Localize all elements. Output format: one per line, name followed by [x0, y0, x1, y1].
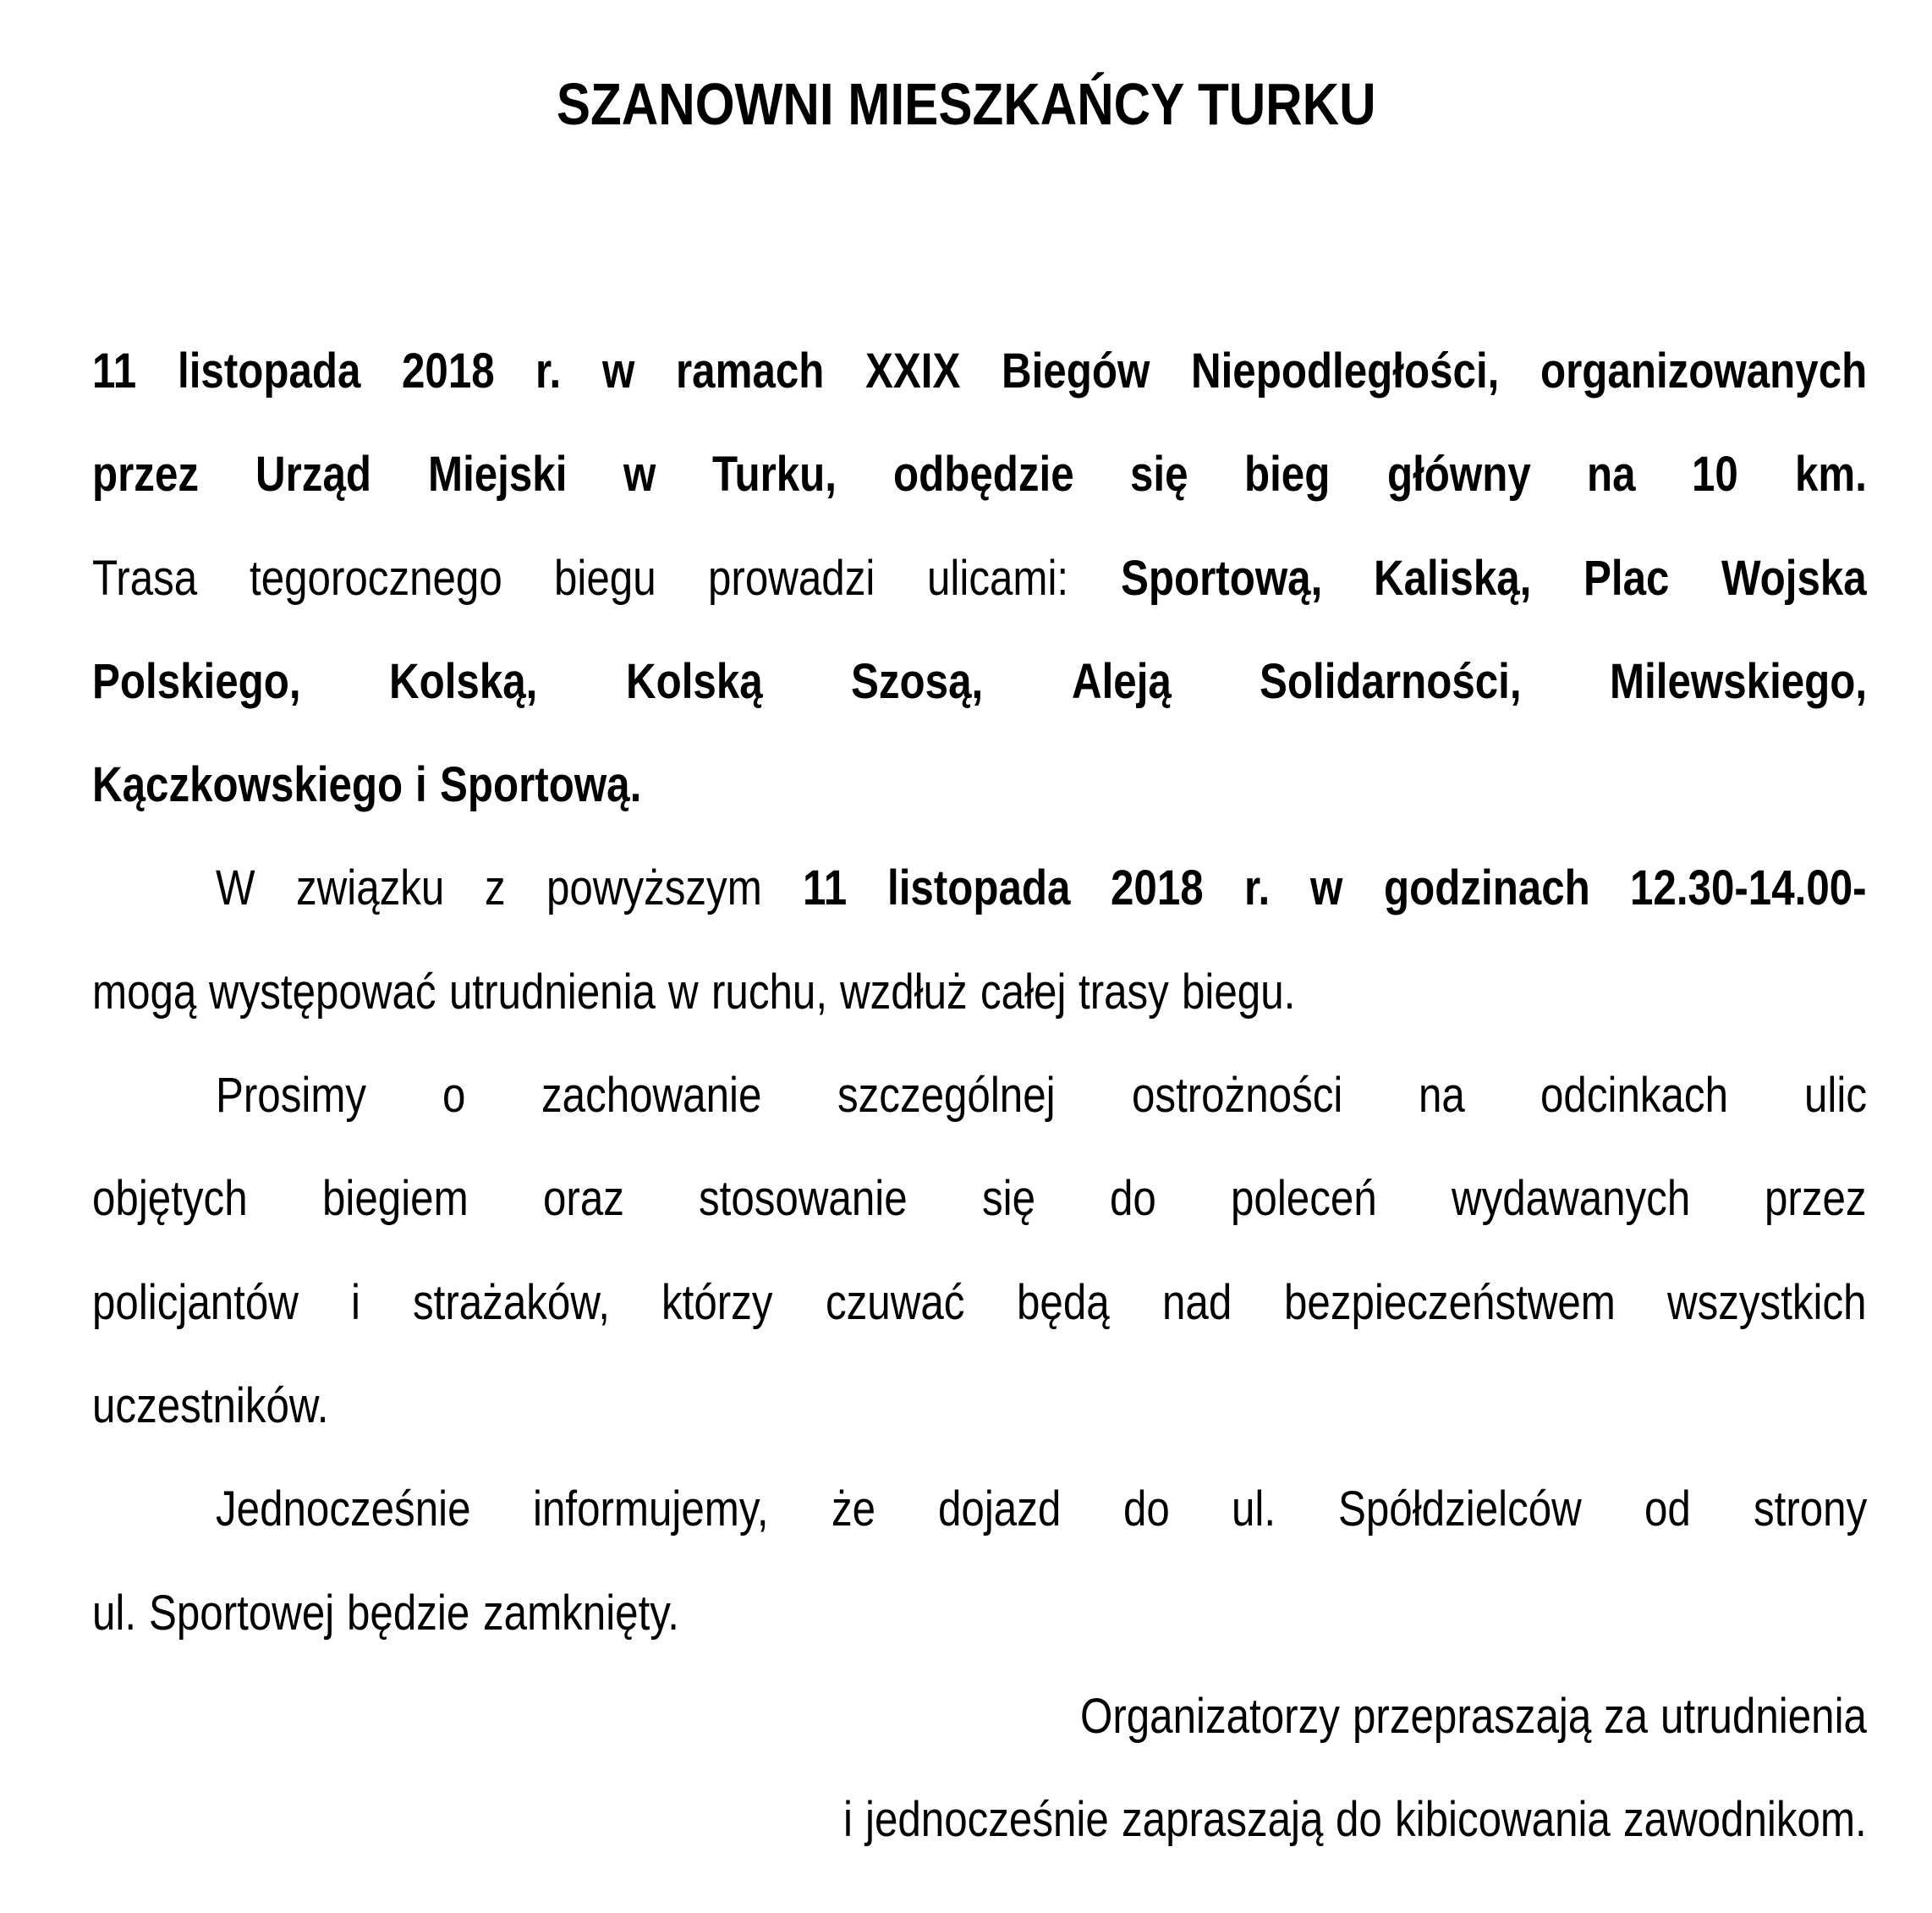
bold-word: bieg	[1244, 447, 1331, 503]
text-line	[92, 941, 1867, 1044]
bold-word: XXIX	[864, 344, 961, 399]
word: czuwać	[825, 1274, 965, 1330]
word: ulic	[1804, 1068, 1868, 1124]
word: informujemy,	[533, 1481, 769, 1537]
text-line-content	[92, 941, 1867, 1044]
bold-word: Sportową,	[1120, 550, 1322, 606]
bold-word: Miejski	[427, 447, 567, 503]
text-line	[92, 1251, 1867, 1355]
word: z	[485, 860, 506, 916]
bold-word: Turku,	[711, 447, 837, 503]
bold-word: r.	[1243, 860, 1271, 916]
word: występować	[209, 964, 436, 1020]
text-line-content	[92, 1768, 1867, 1872]
bold-word: Kaliską,	[1374, 550, 1532, 606]
bold-word: Szosą,	[850, 653, 984, 709]
bold-word: Wojska	[1721, 550, 1868, 606]
word: policjantów	[92, 1274, 299, 1330]
word: którzy	[661, 1274, 773, 1330]
word: Prosimy	[216, 1068, 367, 1124]
word: zapraszają	[1121, 1792, 1324, 1848]
word: objętych	[92, 1171, 248, 1227]
bold-word: i	[415, 757, 427, 813]
word: Sportowej	[149, 1585, 335, 1641]
bold-word: Plac	[1583, 550, 1670, 606]
bold-word: Kolską	[625, 653, 763, 709]
word: odcinkach	[1540, 1068, 1729, 1124]
text-line-content	[92, 320, 1867, 423]
text-line-content	[92, 1147, 1867, 1251]
word: całej	[980, 964, 1066, 1020]
text-line-content	[92, 1355, 1867, 1458]
word: mogą	[92, 964, 197, 1020]
word: ul.	[92, 1585, 137, 1641]
word: biegu.	[1181, 964, 1296, 1020]
bold-word: Solidarności,	[1259, 653, 1522, 709]
text-line	[92, 630, 1867, 734]
word: za	[1603, 1688, 1648, 1744]
bold-word: Aleją	[1071, 653, 1172, 709]
word: w	[668, 964, 699, 1020]
bold-word: godzinach	[1383, 860, 1590, 916]
bold-word: Kolską,	[389, 653, 538, 709]
bold-word: 11	[802, 860, 847, 916]
word: będzie	[347, 1585, 470, 1641]
text-line	[92, 527, 1867, 630]
word: Spółdzielców	[1338, 1481, 1583, 1537]
word: o	[442, 1068, 466, 1124]
text-line	[92, 1147, 1867, 1251]
word: oraz	[542, 1171, 624, 1227]
bold-word: Polskiego,	[92, 653, 301, 709]
text-line-content	[92, 423, 1867, 526]
word: ul.	[1232, 1481, 1276, 1537]
bold-word: ramach	[675, 344, 825, 399]
document-title	[0, 66, 1932, 142]
word: związku	[295, 860, 444, 916]
bold-word: 2018	[1111, 860, 1204, 916]
text-line	[92, 1044, 1867, 1147]
word: przepraszają	[1352, 1688, 1591, 1744]
bold-word: Milewskiego,	[1609, 653, 1867, 709]
word: szczególnej	[837, 1068, 1056, 1124]
word: do	[1109, 1171, 1156, 1227]
word: utrudnienia	[1660, 1688, 1868, 1744]
bold-word: listopada	[886, 860, 1071, 916]
text-line	[92, 423, 1867, 526]
bold-word: 10	[1692, 447, 1739, 503]
word: wzdłuż	[839, 964, 968, 1020]
document-body	[92, 320, 1867, 1872]
word: powyższym	[546, 860, 762, 916]
word: do	[1122, 1481, 1170, 1537]
word: bezpieczeństwem	[1283, 1274, 1616, 1330]
word: do	[1336, 1792, 1383, 1848]
bold-word: na	[1587, 447, 1636, 503]
bold-word: r.	[535, 344, 562, 399]
bold-word: Sportową.	[440, 757, 642, 813]
word: się	[981, 1171, 1035, 1227]
bold-word: przez	[92, 447, 200, 503]
bold-word: odbędzie	[892, 447, 1074, 503]
word: uczestników.	[92, 1377, 329, 1433]
text-line-content	[216, 1458, 1867, 1561]
word: utrudnienia	[449, 964, 656, 1020]
word: że	[831, 1481, 875, 1537]
text-line-content	[92, 734, 1867, 837]
word: jednocześnie	[865, 1792, 1109, 1848]
word: wszystkich	[1667, 1274, 1867, 1330]
word: Jednocześnie	[216, 1481, 471, 1537]
word: strony	[1753, 1481, 1867, 1537]
text-line	[92, 1458, 1867, 1561]
bold-word: się	[1130, 447, 1188, 503]
bold-word: listopada	[177, 344, 361, 399]
word: ostrożności	[1131, 1068, 1342, 1124]
word: Trasa	[92, 550, 198, 606]
bold-word: 2018	[401, 344, 495, 399]
word: przez	[1765, 1171, 1867, 1227]
word: i	[350, 1274, 360, 1330]
bold-word: główny	[1386, 447, 1531, 503]
text-line-content	[92, 1251, 1867, 1355]
text-line-content	[92, 630, 1867, 734]
word: prowadzi	[708, 550, 875, 606]
word: strażaków,	[412, 1274, 610, 1330]
word: kibicowania	[1395, 1792, 1611, 1848]
word: będą	[1017, 1274, 1110, 1330]
bold-word: w	[1310, 860, 1343, 916]
word: ruchu,	[711, 964, 827, 1020]
word: trasy	[1079, 964, 1169, 1020]
text-line	[92, 1768, 1867, 1872]
bold-word: Biegów	[1001, 344, 1150, 399]
word: nad	[1161, 1274, 1232, 1330]
word: zamknięty.	[482, 1585, 679, 1641]
word: wydawanych	[1451, 1171, 1691, 1227]
word: i	[843, 1792, 853, 1848]
word: na	[1418, 1068, 1465, 1124]
bold-word: Niepodległości,	[1190, 344, 1500, 399]
word: od	[1644, 1481, 1691, 1537]
text-line-content	[216, 1044, 1867, 1147]
word: W	[216, 860, 255, 916]
word: ulicami:	[926, 550, 1069, 606]
word: poleceń	[1230, 1171, 1377, 1227]
bold-word: km.	[1795, 447, 1867, 503]
word: zawodnikom.	[1623, 1792, 1868, 1848]
bold-word: Kączkowskiego	[92, 757, 403, 813]
text-line-content	[92, 527, 1867, 630]
text-line	[92, 734, 1867, 837]
bold-word: Urząd	[255, 447, 371, 503]
word: zachowanie	[541, 1068, 762, 1124]
bold-word: w	[601, 344, 635, 399]
word: biegiem	[321, 1171, 469, 1227]
text-line	[92, 1665, 1867, 1768]
word: biegu	[554, 550, 656, 606]
text-line	[92, 320, 1867, 423]
text-line	[92, 1562, 1867, 1665]
word: dojazd	[937, 1481, 1061, 1537]
text-line-content	[216, 837, 1867, 940]
text-line-content	[92, 1562, 1867, 1665]
bold-word: organizowanych	[1540, 344, 1867, 399]
bold-word: 12.30-14.00-	[1630, 860, 1867, 916]
word: Organizatorzy	[1079, 1688, 1340, 1744]
text-line	[92, 1355, 1867, 1458]
text-line	[92, 837, 1867, 940]
bold-word: 11	[92, 344, 137, 399]
document-title-text: SZANOWNI MIESZKAŃCY TURKU	[556, 71, 1376, 137]
word: stosowanie	[698, 1171, 908, 1227]
text-line-content	[92, 1665, 1867, 1768]
word: tegorocznego	[249, 550, 502, 606]
bold-word: w	[623, 447, 656, 503]
